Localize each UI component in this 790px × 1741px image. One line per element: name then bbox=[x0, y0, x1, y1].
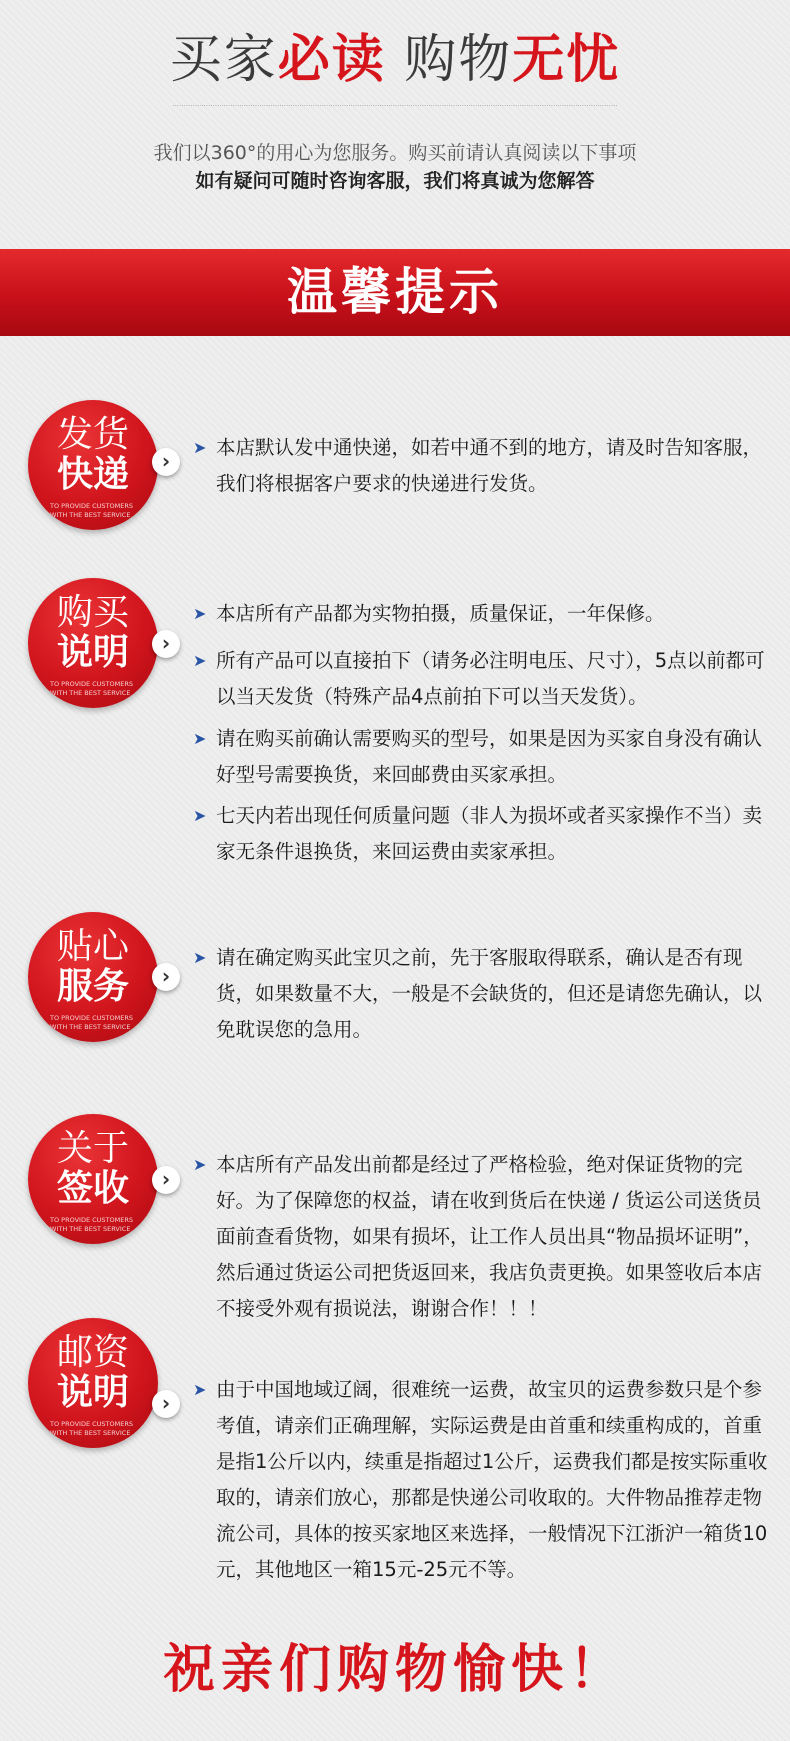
section-paragraph: 本店默认发中通快递，如若中通不到的地方，请及时告知客服，我们将根据客户要求的快递进行发货。 bbox=[216, 436, 763, 495]
header-title bbox=[0, 28, 790, 92]
triangle-bullet-icon: ➤ bbox=[193, 651, 207, 670]
chevron-right-icon: › bbox=[152, 963, 180, 991]
triangle-bullet-icon: ➤ bbox=[193, 948, 207, 967]
section-paragraph: 本店所有产品发出前都是经过了严格检验，绝对保证货物的完好。为了保障您的权益，请在收到货后在快递 / 货运公司送货员面前查看货物，如果有损坏，让工作人员出具“物品损坏证明”，然后通过货运公司把货返回来，我店负责更换。如果签收后本店不接受外观有损说法，谢谢合作！！！ bbox=[216, 1153, 763, 1320]
badge-label-1: 邮资 bbox=[56, 1332, 129, 1373]
banner-title: 温馨提示 bbox=[287, 263, 503, 321]
decorative-tiny-text: ........................................................................................................................................................................................................ bbox=[172, 100, 618, 108]
badge-label-1: 购买 bbox=[56, 592, 129, 633]
intro-line-1: 我们以360°的用心为您服务。购买前请认真阅读以下事项 bbox=[153, 142, 637, 164]
chevron-right-icon: › bbox=[152, 1166, 180, 1194]
section-paragraph: 由于中国地域辽阔，很难统一运费，故宝贝的运费参数只是个参考值，请亲们正确理解，实际运费是由首重和续重构成的，首重是指1公斤以内，续重是指超过1公斤，运费我们都是按实际重收取的，请亲们放心，那都是快递公司收取的。大件物品推荐走物流公司，具体的按买家地区来选择，一般情况下江浙沪一箱货10元，其他地区一箱15元-25元不等。 bbox=[216, 1378, 768, 1581]
title-part-3: 购物 bbox=[385, 30, 513, 90]
chevron-right-icon: › bbox=[152, 1390, 180, 1418]
banner bbox=[0, 249, 790, 336]
badge-subtext: TO PROVIDE CUSTOMERS WITH THE BEST SERVICE bbox=[50, 680, 133, 697]
title-part-1: 买家 bbox=[169, 30, 278, 90]
triangle-bullet-icon: ➤ bbox=[193, 729, 207, 748]
section-badge bbox=[28, 578, 158, 708]
badge-label-1: 贴心 bbox=[56, 926, 129, 967]
footer-text: 祝亲们购物愉快！ bbox=[162, 1640, 627, 1700]
section-paragraph: 请在购买前确认需要购买的型号，如果是因为买家自身没有确认好型号需要换货，来回邮费由买家承担。 bbox=[216, 727, 763, 786]
intro-line-2: 如有疑问可随时咨询客服，我们将真诚为您解答 bbox=[195, 170, 595, 192]
badge-subtext: TO PROVIDE CUSTOMERS WITH THE BEST SERVICE bbox=[50, 502, 133, 519]
triangle-bullet-icon: ➤ bbox=[193, 806, 207, 825]
title-part-4: 无忧 bbox=[512, 30, 621, 90]
badge-subtext: TO PROVIDE CUSTOMERS WITH THE BEST SERVICE bbox=[50, 1014, 133, 1031]
triangle-bullet-icon: ➤ bbox=[193, 1155, 207, 1174]
chevron-right-icon: › bbox=[152, 630, 180, 658]
section-badge bbox=[28, 1114, 158, 1244]
badge-label-2: 说明 bbox=[56, 632, 129, 673]
triangle-bullet-icon: ➤ bbox=[193, 604, 207, 623]
section-badge bbox=[28, 1318, 158, 1448]
section-paragraph: 请在确定购买此宝贝之前，先于客服取得联系，确认是否有现货，如果数量不大，一般是不会缺货的，但还是请您先确认，以免耽误您的急用。 bbox=[216, 946, 763, 1041]
section-badge bbox=[28, 912, 158, 1042]
section-paragraph: 七天内若出现任何质量问题（非人为损坏或者买家操作不当）卖家无条件退换货，来回运费由卖家承担。 bbox=[216, 804, 763, 863]
title-part-2: 必读 bbox=[277, 30, 386, 90]
section-paragraph: 所有产品可以直接拍下（请务必注明电压、尺寸），5点以前都可以当天发货（特殊产品4点前拍下可以当天发货）。 bbox=[216, 649, 765, 708]
badge-label-1: 关于 bbox=[56, 1128, 129, 1169]
badge-label-2: 服务 bbox=[56, 966, 129, 1007]
section-badge bbox=[28, 400, 158, 530]
chevron-right-icon: › bbox=[152, 448, 180, 476]
badge-label-2: 说明 bbox=[56, 1372, 129, 1413]
badge-subtext: TO PROVIDE CUSTOMERS WITH THE BEST SERVICE bbox=[50, 1420, 133, 1437]
badge-subtext: TO PROVIDE CUSTOMERS WITH THE BEST SERVICE bbox=[50, 1216, 133, 1233]
badge-label-2: 快递 bbox=[56, 454, 129, 495]
triangle-bullet-icon: ➤ bbox=[193, 438, 207, 457]
badge-label-1: 发货 bbox=[56, 414, 129, 455]
section-paragraph: 本店所有产品都为实物拍摄，质量保证，一年保修。 bbox=[216, 602, 665, 625]
triangle-bullet-icon: ➤ bbox=[193, 1380, 207, 1399]
badge-label-2: 签收 bbox=[56, 1168, 129, 1209]
